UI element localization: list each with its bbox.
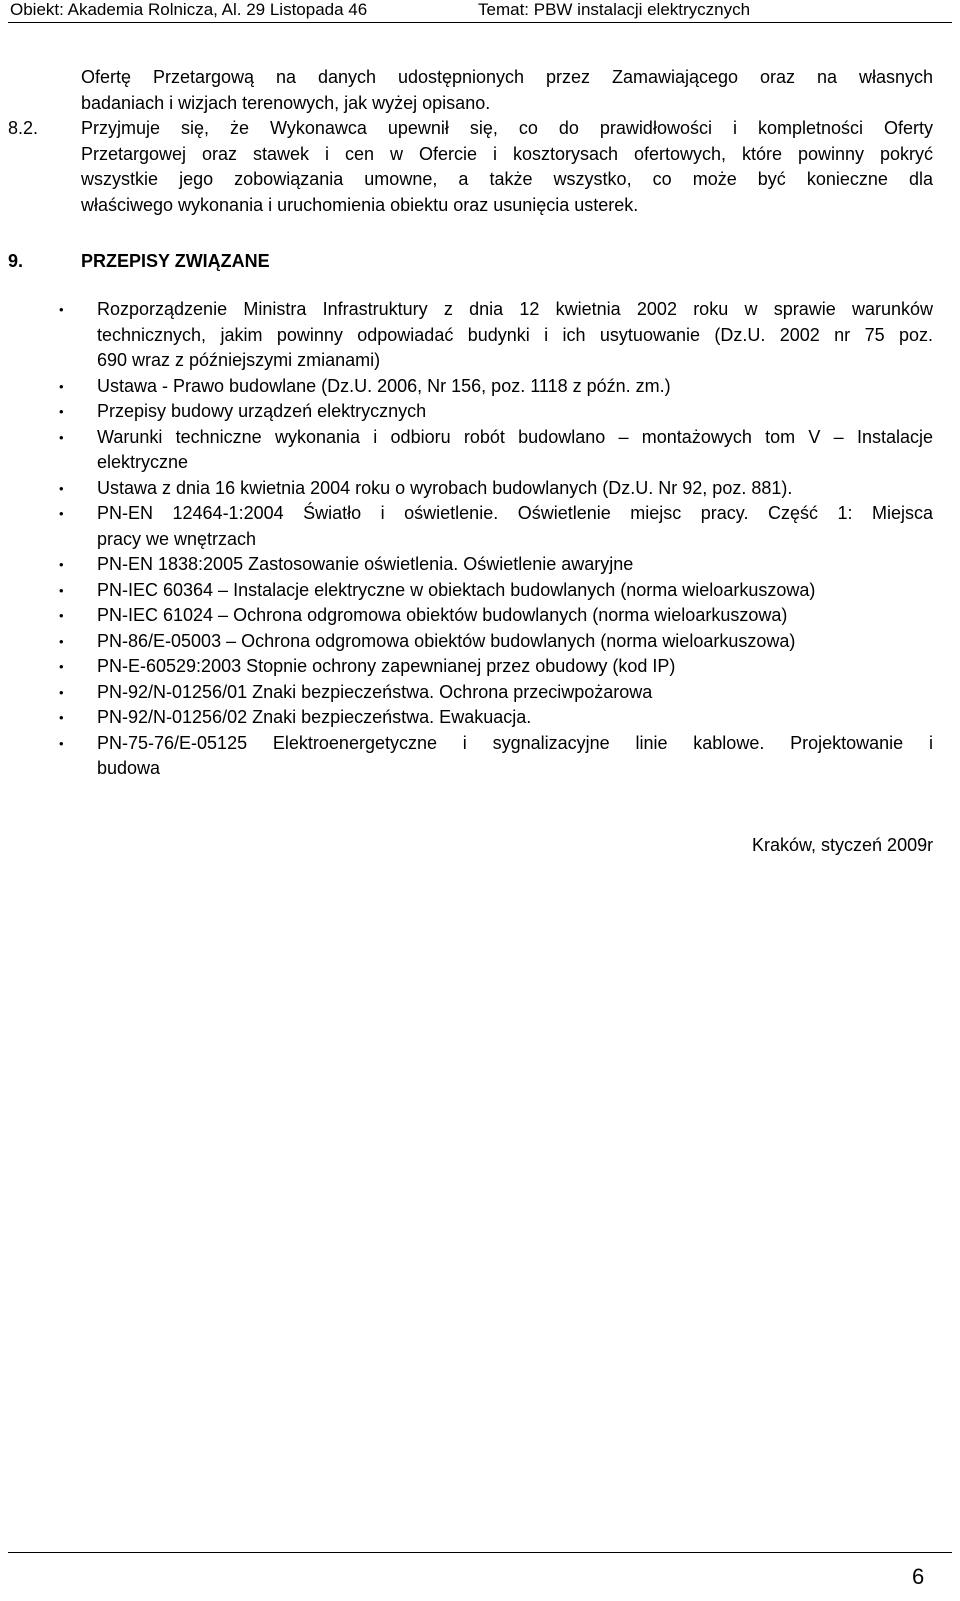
regulation-item [59, 731, 933, 782]
bullet-icon: • [59, 659, 64, 674]
regulation-text: budowa [97, 758, 161, 778]
regulation-text: PN-EN 1838:2005 Zastosowanie oświetlenia. Oświetlenie awaryjne [97, 554, 634, 574]
regulation-item [59, 476, 933, 502]
page-header [8, 0, 952, 23]
bullet-icon: • [59, 302, 64, 317]
regulation-text: Ustawa - Prawo budowlane (Dz.U. 2006, Nr 156, poz. 1118 z późn. zm.) [97, 375, 671, 396]
regulation-text: PN-75-76/E-05125 Elektroenergetyczne i sygnalizacyjne linie kablowe. Projektowanie i [97, 732, 933, 753]
bullet-icon: • [59, 633, 64, 649]
bullet-icon: • [59, 506, 64, 521]
regulations-list [0, 297, 960, 782]
regulation-item [59, 501, 933, 552]
intro-line: badaniach i wizjach terenowych, jak wyżej opisano. [81, 92, 491, 113]
regulation-text: technicznych, jakim powinny odpowiadać budynki i ich usytuowanie (Dz.U. 2002 nr 75 poz. [97, 324, 933, 345]
regulation-text: Przepisy budowy urządzeń elektrycznych [97, 401, 427, 421]
regulation-text: Rozporządzenie Ministra Infrastruktury z dnia 12 kwietnia 2002 roku w sprawie warunków [97, 299, 933, 319]
bullet-icon: • [59, 684, 64, 700]
bullet-icon: • [59, 378, 64, 394]
regulation-text: PN-EN 12464-1:2004 Światło i oświetlenie. Oświetlenie miejsc pracy. Część 1: Miejsca [97, 503, 933, 523]
bullet-icon: • [59, 557, 64, 572]
intro-line: Ofertę Przetargową na danych udostępnionych przez Zamawiającego oraz na własnych [81, 67, 933, 87]
regulation-item [59, 425, 933, 476]
section-9-title: PRZEPISY ZWIĄZANE [81, 251, 270, 271]
bullet-icon: • [59, 404, 64, 419]
paragraph-line: Przyjmuje się, że Wykonawca upewnił się, co do prawidłowości i kompletności Oferty [81, 118, 933, 138]
regulation-text: Warunki techniczne wykonania i odbioru robót budowlano – montażowych tom V – Instalacje [97, 426, 933, 447]
regulation-item [59, 603, 933, 629]
bullet-icon: • [59, 608, 64, 623]
regulation-text: PN-92/N-01256/02 Znaki bezpieczeństwa. Ewakuacja. [97, 707, 532, 727]
regulation-text: PN-92/N-01256/01 Znaki bezpieczeństwa. Ochrona przeciwpożarowa [97, 681, 653, 702]
regulation-item [59, 680, 933, 706]
bullet-icon: • [59, 480, 64, 496]
paragraph-line: wszystkie jego zobowiązania umowne, a także wszystko, co może być konieczne dla [81, 169, 933, 189]
bullet-icon: • [59, 710, 64, 725]
section-8-2-number: 8.2. [8, 118, 39, 138]
regulation-item [59, 578, 933, 604]
bullet-icon: • [59, 735, 64, 751]
bullet-icon: • [59, 429, 64, 445]
regulation-text: PN-IEC 61024 – Ochrona odgromowa obiektów budowlanych (norma wieloarkuszowa) [97, 605, 788, 625]
page-number: 6 [912, 1564, 925, 1589]
place-date-signature: Kraków, styczeń 2009r [752, 835, 934, 855]
section-9-number: 9. [8, 251, 24, 271]
regulation-item [59, 629, 933, 655]
regulation-item [59, 399, 933, 425]
footer-divider [8, 1552, 952, 1553]
regulation-text: elektryczne [97, 452, 189, 472]
regulation-item [59, 297, 933, 374]
regulation-text: Ustawa z dnia 16 kwietnia 2004 roku o wyrobach budowlanych (Dz.U. Nr 92, poz. 881). [97, 477, 793, 498]
regulation-text: 690 wraz z późniejszymi zmianami) [97, 350, 381, 370]
header-topic: Temat: PBW instalacji elektrycznych [478, 0, 751, 19]
section-8-2-paragraph [81, 116, 933, 218]
regulation-text: pracy we wnętrzach [97, 528, 257, 549]
regulation-item [59, 552, 933, 578]
regulation-item [59, 654, 933, 680]
regulation-item [59, 705, 933, 731]
intro-paragraph [81, 65, 933, 116]
header-object: Obiekt: Akademia Rolnicza, Al. 29 Listopada 46 [10, 0, 368, 19]
regulation-text: PN-E-60529:2003 Stopnie ochrony zapewnianej przez obudowy (kod IP) [97, 656, 676, 676]
regulation-text: PN-86/E-05003 – Ochrona odgromowa obiektów budowlanych (norma wieloarkuszowa) [97, 630, 796, 651]
paragraph-line: właściwego wykonania i uruchomienia obiektu oraz usunięcia usterek. [81, 194, 639, 215]
regulation-text: PN-IEC 60364 – Instalacje elektryczne w obiektach budowlanych (norma wieloarkuszowa) [97, 579, 816, 600]
paragraph-line: Przetargowej oraz stawek i cen w Ofercie i kosztorysach ofertowych, które powinny pokryć [81, 143, 933, 164]
bullet-icon: • [59, 582, 64, 598]
regulation-item [59, 374, 933, 400]
